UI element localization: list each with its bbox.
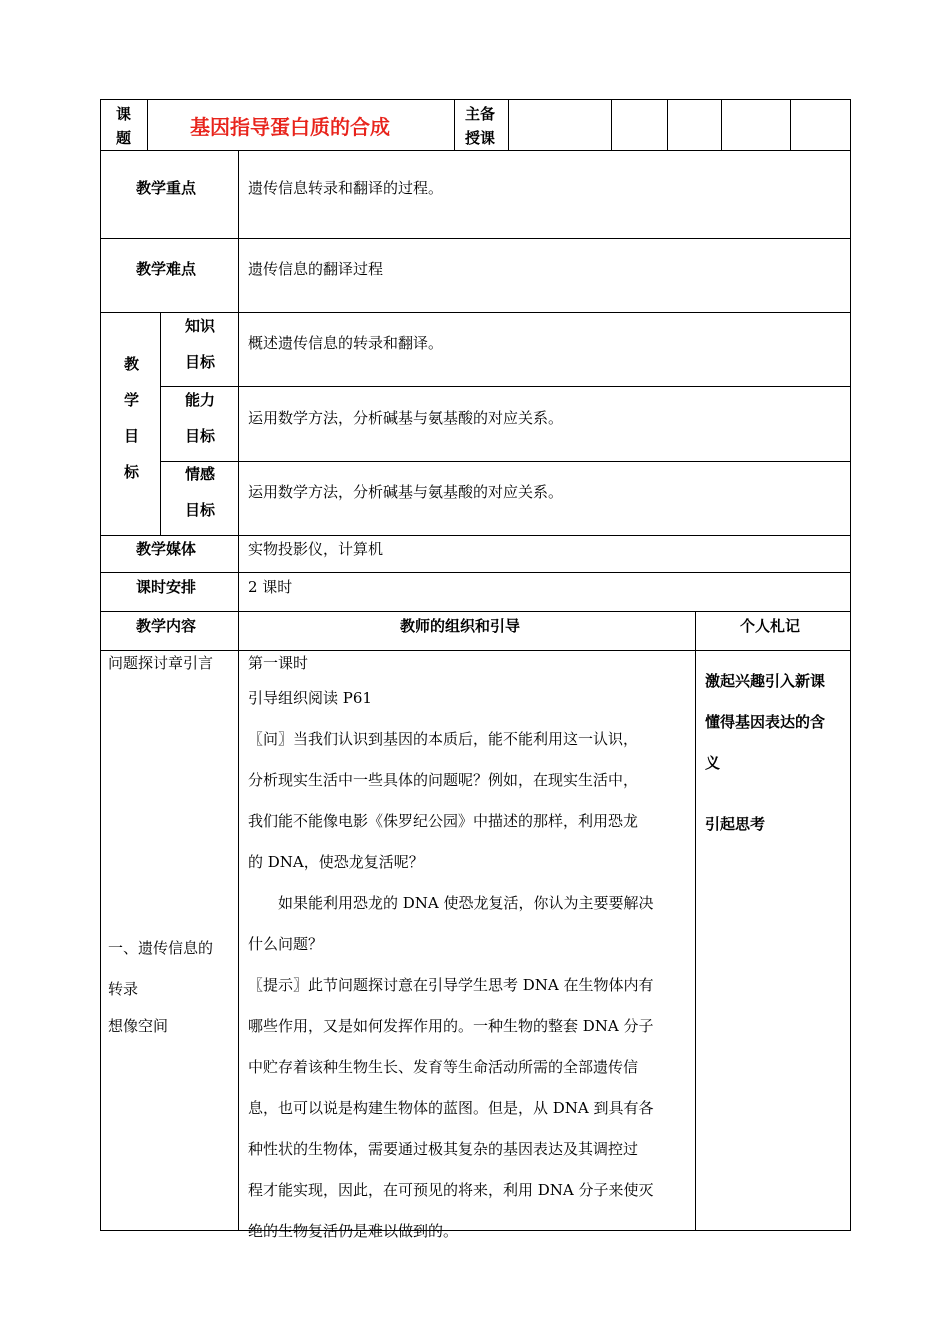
media-label: 教学媒体	[136, 540, 197, 558]
teacher-label: 授课	[465, 129, 496, 147]
difficulty-value: 遗传信息的翻译过程	[248, 260, 384, 278]
topic-label: 题	[116, 129, 132, 147]
page-title: 基因指导蛋白质的合成	[190, 115, 390, 139]
row-divider	[100, 238, 851, 239]
notes-column	[705, 666, 825, 850]
guide-line: 我们能不能像电影《侏罗纪公园》中描述的那样，利用恐龙	[248, 812, 639, 830]
objectives-label: 目	[124, 427, 140, 445]
row-divider	[100, 535, 851, 536]
knowledge-objective-label: 目标	[185, 353, 216, 371]
guide-line: 绝的生物复活仍是难以做到的。	[248, 1222, 459, 1240]
row-divider	[160, 461, 851, 462]
col-divider	[238, 150, 239, 1231]
note-line: 引起思考	[705, 815, 766, 833]
emotion-objective-value: 运用数学方法，分析碱基与氨基酸的对应关系。	[248, 483, 564, 501]
teacher-label: 主备	[465, 105, 496, 123]
note-spacer	[705, 789, 825, 809]
objectives-label: 教	[124, 355, 140, 373]
guide-line: 程才能实现，因此，在可预见的将来，利用 DNA 分子来使灭	[248, 1181, 654, 1199]
schedule-label: 课时安排	[136, 578, 197, 596]
key-point-value: 遗传信息转录和翻译的过程。	[248, 179, 444, 197]
objectives-label: 学	[124, 391, 140, 409]
guide-line: 引导组织阅读 P61	[248, 689, 372, 707]
media-value: 实物投影仪，计算机	[248, 540, 384, 558]
note-line: 懂得基因表达的含	[705, 713, 826, 731]
guide-line: 种性状的生物体，需要通过极其复杂的基因表达及其调控过	[248, 1140, 639, 1158]
topic-label: 课	[116, 105, 132, 123]
col-divider	[147, 99, 148, 151]
note-line: 义	[705, 754, 721, 772]
ability-objective-value: 运用数学方法，分析碱基与氨基酸的对应关系。	[248, 409, 564, 427]
knowledge-objective-value: 概述遗传信息的转录和翻译。	[248, 334, 444, 352]
guide-line: 〖提示〗此节问题探讨意在引导学生思考 DNA 在生物体内有	[248, 976, 654, 994]
note-line: 激起兴趣引入新课	[705, 672, 826, 690]
guide-paragraph	[248, 678, 654, 1252]
guide-line: 的 DNA，使恐龙复活呢？	[248, 853, 424, 871]
guide-line: 息，也可以说是构建生物体的蓝图。但是，从 DNA 到具有各	[248, 1099, 654, 1117]
knowledge-objective-label: 知识	[185, 317, 216, 335]
col-divider	[721, 99, 722, 151]
guide-line: 什么问题？	[248, 935, 324, 953]
schedule-value: 2 课时	[248, 578, 293, 596]
objectives-label: 标	[124, 463, 140, 481]
content-item: 想像空间	[108, 1017, 169, 1035]
table-border-right	[850, 99, 851, 1231]
col-divider	[508, 99, 509, 151]
content-item: 问题探讨章引言	[108, 654, 214, 672]
col-divider	[790, 99, 791, 151]
ability-objective-label: 能力	[185, 391, 216, 409]
col-divider	[667, 99, 668, 151]
table-border-left	[100, 99, 101, 1231]
guide-line: 中贮存着该种生物生长、发育等生命活动所需的全部遗传信	[248, 1058, 639, 1076]
row-divider	[100, 150, 851, 151]
key-point-label: 教学重点	[136, 179, 197, 197]
guide-line: 〖问〗当我们认识到基因的本质后，能不能利用这一认识，	[248, 730, 639, 748]
column-header-guide: 教师的组织和引导	[400, 617, 521, 635]
col-divider	[454, 99, 455, 151]
guide-line: 第一课时	[248, 654, 309, 672]
difficulty-label: 教学难点	[136, 260, 197, 278]
ability-objective-label: 目标	[185, 427, 216, 445]
col-divider	[695, 611, 696, 1231]
row-divider	[100, 650, 851, 651]
row-divider	[100, 572, 851, 573]
col-divider	[160, 312, 161, 536]
row-divider	[160, 386, 851, 387]
row-divider	[100, 312, 851, 313]
emotion-objective-label: 情感	[185, 465, 216, 483]
row-divider	[100, 611, 851, 612]
column-header-notes: 个人札记	[740, 617, 801, 635]
guide-line: 如果能利用恐龙的 DNA 使恐龙复活，你认为主要要解决	[248, 894, 654, 912]
guide-line: 哪些作用，又是如何发挥作用的。一种生物的整套 DNA 分子	[248, 1017, 654, 1035]
content-item: 一、遗传信息的	[108, 939, 214, 957]
guide-line: 分析现实生活中一些具体的问题呢？例如，在现实生活中，	[248, 771, 639, 789]
col-divider	[611, 99, 612, 151]
emotion-objective-label: 目标	[185, 501, 216, 519]
table-border-top	[100, 99, 851, 100]
column-header-content: 教学内容	[136, 617, 197, 635]
content-item: 转录	[108, 980, 139, 998]
